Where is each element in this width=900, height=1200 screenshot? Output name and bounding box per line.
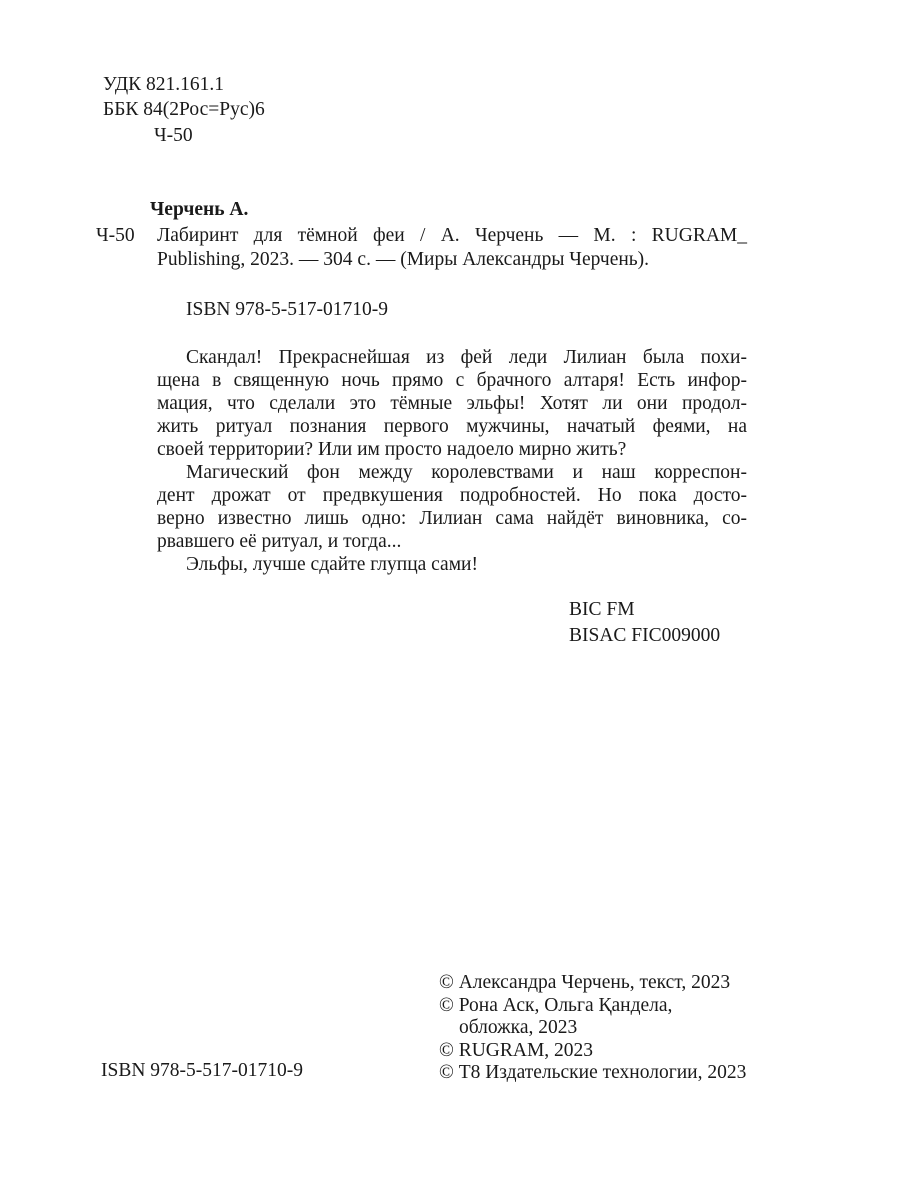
annotation-line: мация, что сделали это тёмные эльфы! Хотят ли они продол-	[157, 393, 747, 414]
annotation-line: своей территории? Или им просто надоело мирно жить?	[157, 439, 627, 460]
annotation-line: верно известно лишь одно: Лилиан сама найдёт виновника, со-	[157, 508, 747, 529]
annotation-paragraph-3	[157, 553, 747, 576]
copyright-line: © Александра Черчень, текст, 2023	[439, 972, 731, 993]
footer-isbn: ISBN 978-5-517-01710-9	[101, 1060, 304, 1081]
bisac-code: BISAC FIC009000	[569, 625, 721, 646]
annotation-line: рвавшего её ритуал, и тогда...	[157, 531, 402, 552]
isbn: ISBN 978-5-517-01710-9	[186, 299, 389, 320]
copyright-block	[439, 972, 746, 1085]
annotation-line: жить ритуал познания первого мужчины, начатый феями, на	[157, 416, 747, 437]
annotation-line: Скандал! Прекраснейшая из фей леди Лилиан была похи-	[186, 347, 747, 368]
bibliographic-line: Лабиринт для тёмной феи / А. Черчень — М. : RUGRAM_	[157, 225, 747, 246]
bibliographic-description	[157, 224, 747, 271]
author-name: Черчень А.	[150, 199, 249, 220]
annotation-line: Эльфы, лучше сдайте глупца сами!	[186, 554, 478, 575]
copyright-line: обложка, 2023	[459, 1017, 578, 1038]
annotation-paragraph-1	[157, 346, 747, 461]
bbk-code: ББК 84(2Рос=Рус)6	[103, 99, 265, 120]
bic-code: BIC FM	[569, 599, 635, 620]
bibliographic-line: Publishing, 2023. — 304 с. — (Миры Александры Черчень).	[157, 249, 650, 270]
annotation-line: щена в священную ночь прямо с брачного алтаря! Есть инфор-	[157, 370, 747, 391]
copyright-line: © Т8 Издательские технологии, 2023	[439, 1062, 747, 1083]
author-sign-code: Ч-50	[154, 125, 193, 146]
author-sign: Ч-50	[96, 225, 135, 246]
annotation-line: Магический фон между королевствами и наш корреспон-	[186, 462, 747, 483]
copyright-line: © Рона Аск, Ольга Қандела,	[439, 994, 673, 1016]
copyright-line: © RUGRAM, 2023	[439, 1039, 594, 1061]
udk-code: УДК 821.161.1	[103, 74, 225, 95]
annotation-line: дент дрожат от предвкушения подробностей. Но пока досто-	[157, 485, 747, 506]
annotation-paragraph-2	[157, 461, 747, 553]
